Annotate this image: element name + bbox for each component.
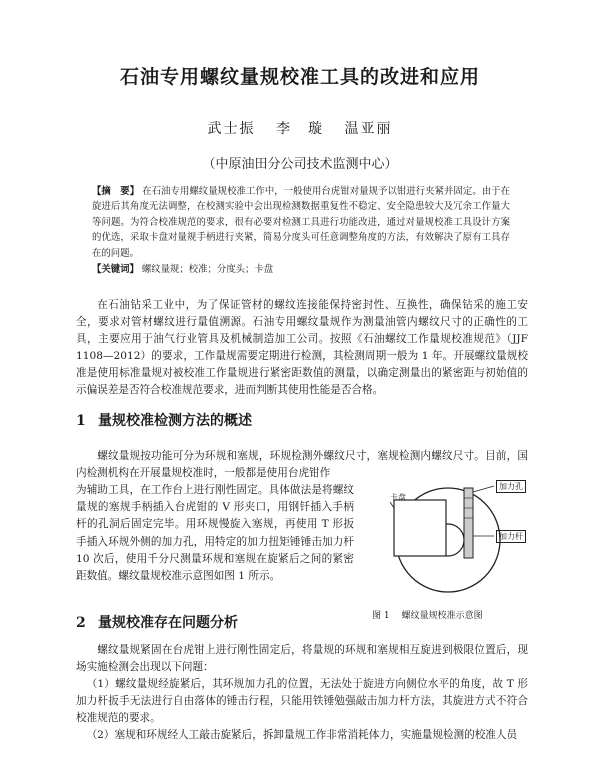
force-rod-shape [464,488,473,558]
affiliation: （中原油田分公司技术监测中心） [202,157,398,172]
caption-text: 螺纹量规校准示意图 [401,611,483,621]
chuck-shape [394,500,446,556]
section-number: 1 [76,413,86,429]
abstract-text: 在石油专用螺纹量规校准工作中，一般使用台虎钳对量规予以钳进行夹紧并固定。由于在旋进后其角度无法调整，在校测实验中会出现检测数据重复性不稳定、安全隐患较大及冗余工作量大等问题。为符合校准规范的要求，很有必要对检测工具进行功能改进，通过对量规校准工具设计方案的优选，采取卡盘对量规手柄进行夹紧，简易分度头可任意调整角度的方法，有效解决了原有工具存在的问题。 [92,186,510,259]
section-2-item-2: （2）塞规和环规经人工敲击旋紧后，拆卸量规工作非常消耗体力，实施量规检测的校准人员 [86,729,518,741]
section-2-heading [76,612,238,632]
abstract-label: 【摘 要】 [92,186,140,197]
caption-number: 图 1 [372,611,390,621]
keywords [92,262,510,277]
author: 温亚丽 [344,121,393,137]
section-2-paragraph: 螺纹量规紧固在台虎钳上进行刚性固定后，将量规的环规和塞规相互旋进到极限位置后，现场实施检测会出现以下问题： [76,644,528,673]
section-title: 量规校准检测方法的概述 [98,413,252,429]
paper-title: 石油专用螺纹量规校准工具的改进和应用 [119,66,480,88]
section-1-paragraph-lead: 螺纹量规按功能可分为环规和塞规，环规检测外螺纹尺寸，塞规检测内螺纹尺寸。目前，国内检测机构在开展量规校准时，一般都是使用台虎钳作 [76,450,528,479]
section-title: 量规校准存在问题分析 [98,615,238,631]
abstract [92,184,510,261]
author-list [0,118,600,138]
author: 李 璇 [276,121,324,137]
keywords-text: 螺纹量规；校准；分度头；卡盘 [141,264,274,275]
figure-1-caption [372,608,495,621]
figure-label-force-hole: 加力孔 [496,480,526,493]
section-2-item-1: （1）螺纹量规经旋紧后，其环规加力孔的位置，无法处于旋进方向侧位水平的角度，故 T 形加力杆扳手无法进行自由落体的锤击行程，只能用铁锤勉强敲击加力杆方法，其旋进方式不符合校准规范的要求。 [76,678,528,724]
figure-label-force-rod: 加力杆 [496,530,526,543]
section-1-paragraph-wrap: 为辅助工具，在工作台上进行刚性固定。具体做法是将螺纹量规的塞规手柄插入台虎钳的 V 形夹口，用钢钎插入手柄杆的孔洞后固定完毕。用环规慢旋入塞规，再使用 T 形扳手插入环规外侧的加力孔，用特定的加力扭矩锤锤击加力杆 10 次后，使用千分尺测量环规和塞规在旋紧后之间的紧密距数值。螺纹量规校准示意图如图 1 所示。 [76,484,354,583]
keywords-label: 【关键词】 [92,264,139,275]
section-1-heading [76,410,252,430]
author: 武士振 [207,121,256,137]
intro-paragraph: 在石油钻采工业中，为了保证管材的螺纹连接能保持密封性、互换性，确保钻采的施工安全，要求对管材螺纹进行量值溯源。石油专用螺纹量规作为测量油管内螺纹尺寸的正确性的工具，主要应用于油气行业管具及机械制造加工公司。按照《石油螺纹工作量规校准规范》（JJF 1108—2012）的要求，工作量规需要定期进行检测，其检测周期一般为 1 年。开展螺纹量规校准是使用标准量规对被校准工作量规进行紧密距数值的测量，以确定测量出的紧密距与初始值的示偏误差是否符合校准规范要求，进而判断其使用性能是否合格。 [76,299,528,396]
figure-label-chuck: 卡盘 [390,493,406,502]
section-number: 2 [76,615,86,631]
